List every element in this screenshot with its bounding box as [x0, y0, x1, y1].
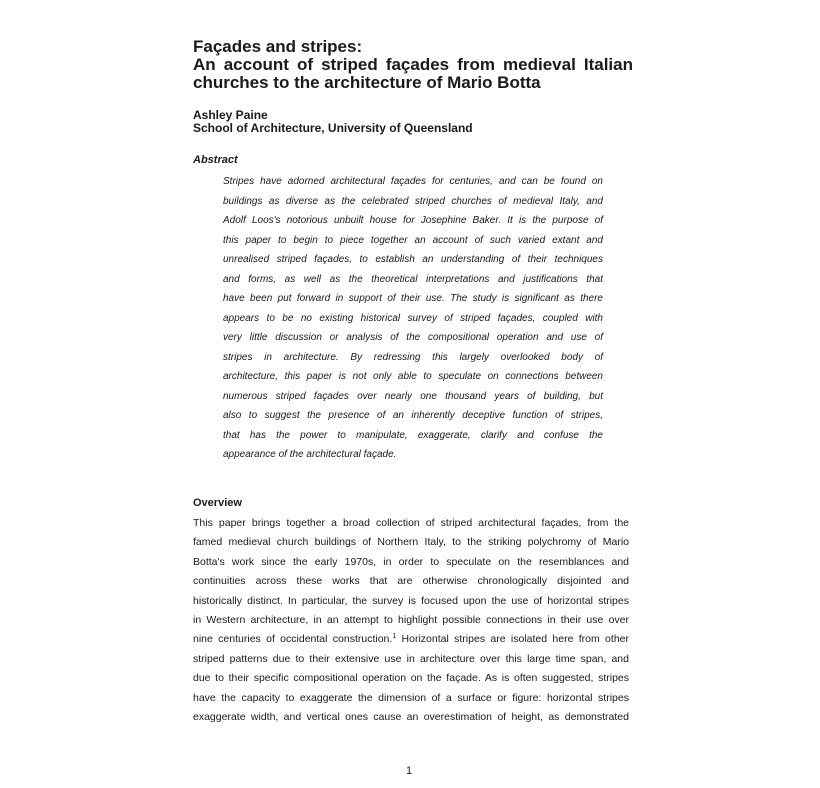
abstract-line: Stripes have adorned architectural façades for centuries, and can be found on	[223, 176, 603, 187]
footnote-marker[interactable]: 1	[392, 633, 397, 641]
overview-line-7-head: nine centuries of occidental construction.	[193, 633, 393, 646]
abstract-line: this paper to begin to piece together an account of such varied extant and	[223, 234, 603, 246]
abstract-line: have been put forward in support of their use. The study is significant as there	[223, 293, 603, 304]
overview-line: Botta's work since the early 1970s, in order to speculate on the resemblances and	[193, 555, 629, 568]
abstract-line: appears to be no existing historical survey of striped façades, coupled with	[223, 312, 603, 324]
abstract-line: appearance of the architectural façade.	[223, 449, 397, 460]
abstract-line: buildings as diverse as the celebrated striped churches of medieval Italy, and	[223, 195, 603, 207]
overview-line: exaggerate width, and vertical ones cause an overestimation of height, as demonstrated	[193, 711, 629, 724]
overview-line-7-tail: Horizontal stripes are isolated here from other	[401, 633, 629, 646]
overview-line: continuities across these works that are otherwise chronologically disjointed and	[193, 575, 629, 588]
author-block	[193, 109, 473, 135]
abstract-line: and forms, as well as the theoretical interpretations and justifications that	[223, 273, 603, 285]
title-line-1: Façades and stripes:	[193, 37, 363, 56]
abstract-line: very little discussion or analysis of the compositional operation and use of	[223, 332, 603, 343]
author-affiliation: School of Architecture, University of Queensland	[193, 121, 473, 135]
overview-line: This paper brings together a broad collection of striped architectural façades, from the	[193, 517, 629, 529]
abstract-body	[223, 172, 603, 465]
abstract-line: that has the power to manipulate, exaggerate, clarify and confuse the	[223, 429, 603, 441]
overview-line: have the capacity to exaggerate the dimension of a surface or figure: horizontal stripes	[193, 691, 629, 704]
overview-body	[193, 514, 629, 727]
page-number: 1	[406, 765, 413, 777]
title-line-3: churches to the architecture of Mario Botta	[193, 73, 541, 92]
abstract-line: unrealised striped façades, to establish an understanding of their techniques	[223, 254, 603, 265]
abstract-line: architecture, this paper is not only able to speculate on connections between	[223, 371, 603, 382]
author-name: Ashley Paine	[193, 108, 268, 122]
abstract-line: numerous striped façades over nearly one thousand years of building, but	[223, 390, 603, 402]
overview-line: famed medieval church buildings of Northern Italy, to the striking polychromy of Mario	[193, 536, 629, 549]
abstract-line: stripes in architecture. By redressing this largely overlooked body of	[223, 351, 603, 363]
abstract-line: Adolf Loos's notorious unbuilt house for Josephine Baker. It is the purpose of	[223, 215, 603, 226]
overview-heading: Overview	[193, 497, 242, 509]
title-line-2: An account of striped façades from medieval Italian	[193, 55, 633, 74]
overview-line: historically distinct. In particular, the survey is focused upon the use of horizontal stripes	[193, 594, 629, 607]
overview-line: due to their specific compositional operation on the façade. As is often suggested, stripes	[193, 672, 629, 685]
abstract-line: also to suggest the presence of an inherently deceptive function of stripes,	[223, 410, 603, 421]
paper-title	[193, 38, 633, 92]
overview-line	[193, 630, 629, 649]
abstract-heading: Abstract	[193, 154, 238, 166]
overview-line: in Western architecture, in an attempt to highlight possible connections in their use over	[193, 614, 629, 627]
overview-line: striped patterns due to their extensive use in architecture over this large time span, and	[193, 652, 629, 665]
